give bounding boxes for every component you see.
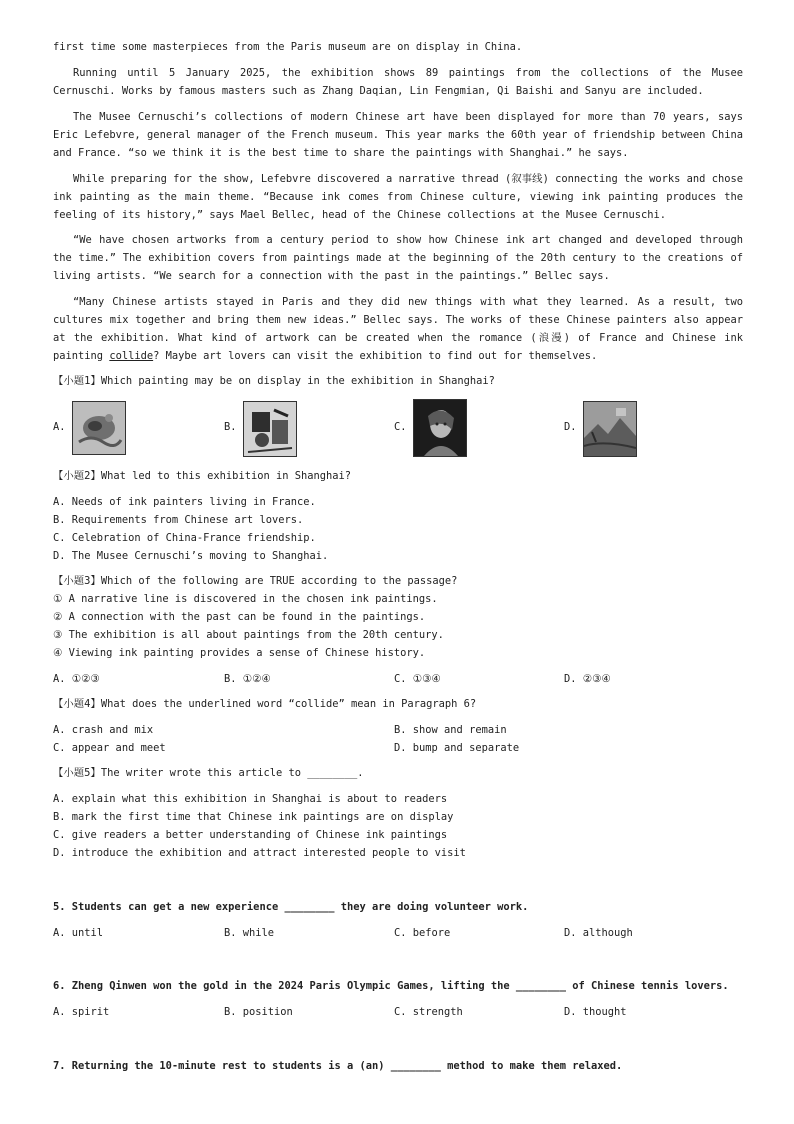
q1-option-d-label[interactable]: D.: [564, 421, 577, 433]
passage-p5-after: ? Maybe art lovers can visit the exhibition to find out for themselves.: [153, 350, 598, 362]
q5-option-a[interactable]: A. explain what this exhibition in Shanghai is about to readers: [53, 793, 448, 805]
q3-option-c[interactable]: C. ①③④: [394, 673, 441, 685]
q3-option-a[interactable]: A. ①②③: [53, 673, 100, 685]
underlined-word-collide: collide: [109, 350, 154, 362]
item6-option-b[interactable]: B. position: [224, 1006, 293, 1018]
q3-option-d[interactable]: D. ②③④: [564, 673, 611, 685]
passage: [53, 38, 743, 56]
q1-option-a-label[interactable]: A.: [53, 421, 66, 433]
painting-a-svg: [73, 402, 125, 454]
q4-option-b[interactable]: B. show and remain: [394, 724, 507, 736]
q2-option-c[interactable]: C. Celebration of China-France friendship.: [53, 532, 316, 544]
passage-p3-wrap: [53, 170, 743, 224]
item6-option-c[interactable]: C. strength: [394, 1006, 463, 1018]
q3-option-b[interactable]: B. ①②④: [224, 673, 271, 685]
q2-option-d[interactable]: D. The Musee Cernuschi’s moving to Shanghai.: [53, 550, 329, 562]
passage-p5: [53, 293, 743, 365]
painting-b-svg: [244, 402, 296, 456]
q4-option-c[interactable]: C. appear and meet: [53, 742, 166, 754]
painting-c-svg: [414, 400, 466, 456]
q1-painting-c-image[interactable]: [413, 399, 467, 457]
item6-option-d[interactable]: D. thought: [564, 1006, 627, 1018]
q1-option-b-label[interactable]: B.: [224, 421, 237, 433]
passage-p3: While preparing for the show, Lefebvre discovered a narrative thread (叙事线) connecting the works and chose ink painting as the main theme. “Because ink comes from Chinese culture, viewing ink painting produces the feeling of its history,” says Mael Bellec, head of the Chinese collections at the Musee Cernuschi.: [53, 173, 743, 221]
item6-option-a[interactable]: A. spirit: [53, 1006, 110, 1018]
item5-option-c[interactable]: C. before: [394, 927, 451, 939]
passage-p1: Running until 5 January 2025, the exhibition shows 89 paintings from the collections of the Musee Cernuschi. Works by famous masters such as Zhang Daqian, Lin Fengmian, Qi Baishi and Sanyu are included.: [53, 67, 743, 97]
q1-painting-a-image[interactable]: [72, 401, 126, 455]
q5-stem: 【小题5】The writer wrote this article to ________.: [53, 767, 364, 779]
item5-option-b[interactable]: B. while: [224, 927, 275, 939]
q3-statement-2: ② A connection with the past can be found in the paintings.: [53, 611, 426, 623]
q3-statement-1: ① A narrative line is discovered in the chosen ink paintings.: [53, 593, 438, 605]
q3-statement-3: ③ The exhibition is all about paintings from the 20th century.: [53, 629, 444, 641]
passage-p0: first time some masterpieces from the Paris museum are on display in China.: [53, 41, 523, 53]
q1-painting-b-image[interactable]: [243, 401, 297, 457]
item5-option-a[interactable]: A. until: [53, 927, 104, 939]
q2-option-a[interactable]: A. Needs of ink painters living in France.: [53, 496, 316, 508]
item5-option-d[interactable]: D. although: [564, 927, 633, 939]
q1-stem: 【小题1】Which painting may be on display in the exhibition in Shanghai?: [53, 375, 495, 387]
item6-stem: 6. Zheng Qinwen won the gold in the 2024 Paris Olympic Games, lifting the ________ of Chinese tennis lovers.: [53, 980, 729, 992]
q4-stem: 【小题4】What does the underlined word “collide” mean in Paragraph 6?: [53, 698, 477, 710]
passage-p4-wrap: [53, 231, 743, 285]
passage-p5-before: “Many Chinese artists stayed in Paris and they did new things with what they learned. As a result, two cultures mix together and bring them new ideas.” Bellec says. The works of these Chinese painters also appear at the exhibition. What kind of artwork can be created when the romance (浪漫) of France and Chinese ink painting: [53, 296, 743, 362]
q5-option-d[interactable]: D. introduce the exhibition and attract interested people to visit: [53, 847, 466, 859]
passage-p5-wrap: [53, 293, 743, 365]
q5-option-c[interactable]: C. give readers a better understanding of Chinese ink paintings: [53, 829, 448, 841]
item5-stem: 5. Students can get a new experience ________ they are doing volunteer work.: [53, 901, 529, 913]
q4-option-a[interactable]: A. crash and mix: [53, 724, 154, 736]
q1-painting-d-image[interactable]: [583, 401, 637, 457]
passage-p4: “We have chosen artworks from a century period to show how Chinese ink art changed and developed through the time.” The exhibition covers from paintings made at the beginning of the 20th century to the creations of living artists. “We search for a connection with the past in the paintings.” Bellec says.: [53, 234, 743, 282]
q2-option-b[interactable]: B. Requirements from Chinese art lovers.: [53, 514, 304, 526]
passage-p1-wrap: [53, 64, 743, 100]
item7-stem: 7. Returning the 10-minute rest to students is a (an) ________ method to make them relaxed.: [53, 1060, 623, 1072]
q2-stem: 【小题2】What led to this exhibition in Shanghai?: [53, 470, 352, 482]
q3-statement-4: ④ Viewing ink painting provides a sense of Chinese history.: [53, 647, 426, 659]
passage-p2: The Musee Cernuschi’s collections of modern Chinese art have been displayed for more than 70 years, says Eric Lefebvre, general manager of the French museum. This year marks the 60th year of friendship between China and France. “so we think it is the best time to share the paintings with Shanghai.” he says.: [53, 111, 743, 159]
painting-d-svg: [584, 402, 636, 456]
q5-option-b[interactable]: B. mark the first time that Chinese ink paintings are on display: [53, 811, 454, 823]
passage-p2-wrap: [53, 108, 743, 162]
q3-stem: 【小题3】Which of the following are TRUE according to the passage?: [53, 575, 458, 587]
q4-option-d[interactable]: D. bump and separate: [394, 742, 520, 754]
q1-option-c-label[interactable]: C.: [394, 421, 407, 433]
